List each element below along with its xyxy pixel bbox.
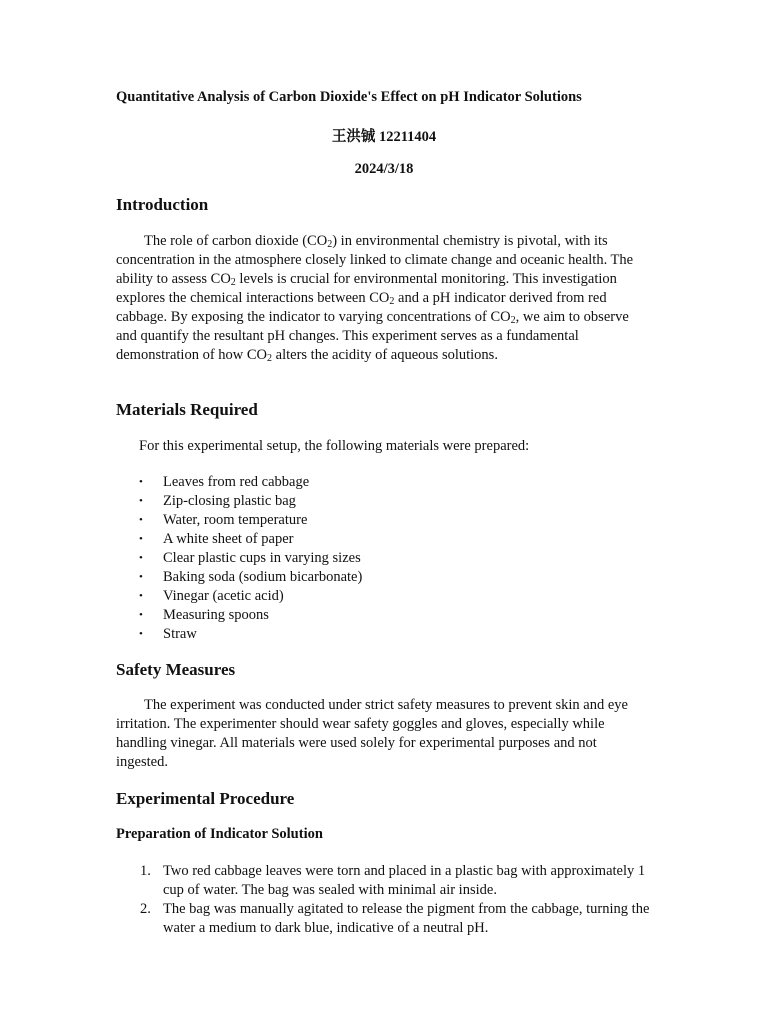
procedure-steps [116,862,652,938]
safety-paragraph: The experiment was conducted under strict safety measures to prevent skin and eye irritation. The experimenter should wear safety goggles and gloves, especially while handling vinegar. All materials were used solely for experimental purposes and not ingested. [116,697,628,770]
bullet-icon: • [139,476,143,488]
safety-heading: Safety Measures [116,660,236,679]
list-item: 1. Two red cabbage leaves were torn and placed in a plastic bag with approximately 1 cup of water. The bag was sealed with minimal air inside. [140,863,646,898]
bullet-icon: • [139,571,143,583]
list-item: • Vinegar (acetic acid) [139,588,284,604]
bullet-icon: • [139,495,143,507]
step-number: 2. [140,901,151,917]
list-item: • Measuring spoons [139,607,269,623]
bullet-icon: • [139,609,143,621]
materials-intro: For this experimental setup, the following materials were prepared: [139,438,530,454]
list-item: • Clear plastic cups in varying sizes [139,550,361,566]
list-item: • Straw [139,626,197,642]
bullet-icon: • [139,590,143,602]
list-item: • Baking soda (sodium bicarbonate) [139,569,363,585]
procedure-subheading: Preparation of Indicator Solution [116,826,323,842]
procedure-heading: Experimental Procedure [116,789,295,808]
list-item: • Leaves from red cabbage [139,474,310,490]
step-number: 1. [140,863,151,879]
bullet-icon: • [139,628,143,640]
introduction-paragraph: The role of carbon dioxide $(CO_2)$ in environmental chemistry is pivotal, with its concentration in the atmosphere closely linked to climate change and oceanic health. The ability to assess $CO_2$ levels is crucial for environmental monitoring. This investigation explores the chemical interactions between $CO_2$ and a pH indicator derived from red cabbage. By exposing the indicator to varying concentrations of $CO_2$, we aim to observe and quantify the resultant pH changes. This experiment serves as a fundamental demonstration of how $CO_2$ alters the acidity of aqueous solutions. [116,233,634,364]
list-item: • A white sheet of paper [139,531,294,547]
introduction-heading: Introduction [116,195,209,214]
list-item: 2. The bag was manually agitated to release the pigment from the cabbage, turning the water a medium to dark blue, indicative of a neutral pH. [140,901,650,936]
author-line: 王洪铖 12211404 [331,129,437,145]
bullet-icon: • [139,514,143,526]
bullet-icon: • [139,533,143,545]
document-title: Quantitative Analysis of Carbon Dioxide's Effect on pH Indicator Solutions [116,89,582,105]
bullet-icon: • [139,552,143,564]
materials-list [116,473,362,644]
list-item: • Zip-closing plastic bag [139,493,296,509]
materials-heading: Materials Required [116,400,258,419]
list-item: • Water, room temperature [139,512,308,528]
document-date: 2024/3/18 [354,161,414,177]
